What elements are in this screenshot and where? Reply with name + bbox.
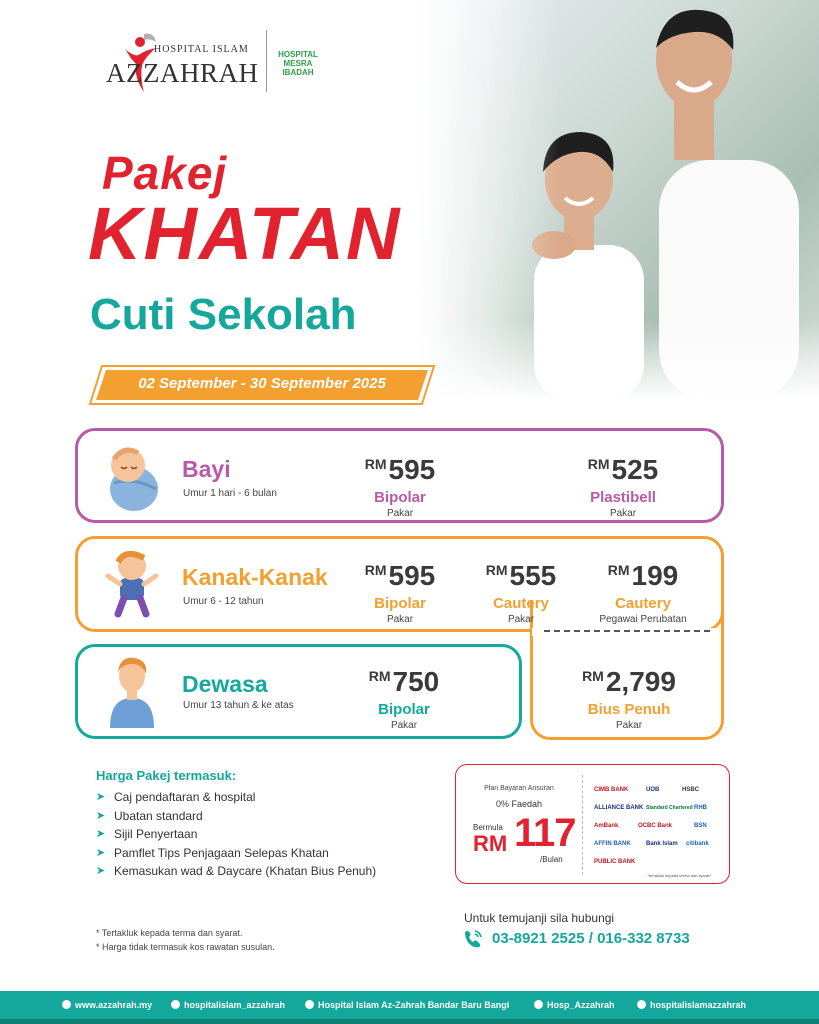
- arrow-icon: ➤: [96, 865, 106, 877]
- price-bius-penuh: [554, 662, 704, 733]
- footer-instagram-link[interactable]: hospitalislam_azzahrah: [171, 991, 285, 1019]
- footnote: * Tertakluk kepada terma dan syarat.: [96, 928, 243, 938]
- installment-per-month: /Bulan: [540, 855, 563, 864]
- category-title-dewasa: Dewasa: [182, 671, 268, 697]
- footer-website-link[interactable]: www.azzahrah.my: [62, 991, 152, 1019]
- baby-icon: [104, 443, 160, 513]
- price-dewasa-bipolar: [339, 662, 469, 733]
- price-provider: Pakar: [390, 720, 418, 731]
- price-method: Bipolar: [378, 701, 430, 718]
- arrow-icon: ➤: [96, 828, 106, 840]
- contact-phone-numbers[interactable]: 03-8921 2525 / 016-332 8733: [492, 930, 690, 947]
- price-amount: 525: [611, 454, 659, 485]
- footer-facebook-link[interactable]: Hospital Islam Az-Zahrah Bandar Baru Bangi: [305, 991, 509, 1019]
- bank-logo-public-bank: PUBLIC BANK: [594, 859, 636, 865]
- globe-icon: [62, 1000, 71, 1009]
- currency-label: RM: [364, 562, 387, 578]
- child-icon: [104, 548, 160, 620]
- x-icon: [534, 1000, 543, 1009]
- currency-label: RM: [368, 668, 391, 684]
- headline-khatan: KHATAN: [88, 192, 402, 275]
- logo-divider: [266, 30, 267, 92]
- footer-bar: [0, 991, 819, 1024]
- footer-tiktok-link[interactable]: hospitalislamazzahrah: [637, 991, 746, 1019]
- bank-logo-ambank: AmBank: [594, 823, 619, 829]
- price-amount: 199: [631, 560, 679, 591]
- list-item: ➤ Caj pendaftaran & hospital: [96, 790, 256, 804]
- bank-logo-alliance: ALLIANCE BANK: [594, 805, 644, 811]
- category-title-kanak-kanak: Kanak-Kanak: [182, 564, 328, 590]
- includes-title: Harga Pakej termasuk:: [96, 768, 237, 783]
- price-amount: 555: [509, 560, 557, 591]
- list-item: ➤ Pamflet Tips Penjagaan Selepas Khatan: [96, 845, 329, 860]
- dashed-divider: [544, 630, 710, 632]
- hospital-logo: [104, 30, 324, 94]
- footnote: * Harga tidak termasuk kos rawatan susulan.: [96, 942, 275, 952]
- price-kanak-bipolar: [335, 556, 465, 627]
- arrow-icon: ➤: [96, 791, 106, 803]
- installment-interest: 0% Faedah: [495, 799, 543, 809]
- currency-label: RM: [587, 456, 610, 472]
- installment-summary: [456, 765, 582, 885]
- list-item: ➤ Ubatan standard: [96, 808, 203, 823]
- contact-label: Untuk temujanji sila hubungi: [464, 911, 615, 925]
- price-method: Cautery: [615, 595, 671, 612]
- price-provider: Pakar: [386, 508, 414, 519]
- tiktok-icon: [637, 1000, 646, 1009]
- price-provider: Pakar: [615, 720, 643, 731]
- price-method: Bipolar: [374, 595, 426, 612]
- bank-logo-rhb: RHB: [694, 805, 707, 811]
- installment-plan-box: [455, 764, 730, 884]
- adult-icon: [106, 654, 158, 728]
- hero-photo: [419, 0, 819, 400]
- price-kanak-cautery-pegawai: [578, 556, 708, 627]
- currency-label: RM: [364, 456, 387, 472]
- price-bayi-bipolar: [335, 450, 465, 521]
- list-item: ➤ Sijil Penyertaan: [96, 827, 198, 841]
- bank-logo-standard-chartered: Standard Chartered: [646, 805, 693, 811]
- price-provider: Pakar: [609, 508, 637, 519]
- category-title-bayi: Bayi: [182, 456, 231, 482]
- mesra-ibadah-badge: HOSPITAL MESRA IBADAH: [278, 50, 318, 77]
- promo-period-banner: [88, 364, 436, 406]
- includes-list: [96, 788, 376, 881]
- arrow-icon: ➤: [96, 809, 106, 822]
- price-method: Bipolar: [374, 489, 426, 506]
- price-amount: 595: [388, 454, 436, 485]
- price-method: Plastibell: [590, 489, 656, 506]
- promo-period-text: 02 September - 30 September 2025: [138, 375, 386, 392]
- installment-divider: [582, 775, 583, 875]
- bank-logo-bsn: BSN: [694, 823, 707, 829]
- bank-logo-citibank: citibank: [686, 841, 709, 847]
- currency-label: RM: [485, 562, 508, 578]
- category-subtitle-dewasa: Umur 13 tahun & ke atas: [183, 700, 294, 711]
- logo-small-text: HOSPITAL ISLAM: [154, 44, 249, 55]
- phone-icon: [462, 928, 484, 950]
- price-bayi-plastibell: [558, 450, 688, 521]
- price-provider: Pakar: [507, 614, 535, 625]
- list-item: ➤ Kemasukan wad & Daycare (Khatan Bius Penuh): [96, 864, 377, 878]
- installment-from-label: Bermula: [473, 823, 503, 832]
- footer-x-link[interactable]: Hosp_Azzahrah: [534, 991, 615, 1019]
- logo-name: AZZAHRAH: [106, 58, 259, 88]
- category-subtitle-bayi: Umur 1 hari - 6 bulan: [183, 488, 277, 499]
- category-subtitle-kanak-kanak: Umur 6 - 12 tahun: [183, 596, 264, 607]
- instagram-icon: [171, 1000, 180, 1009]
- price-provider: Pegawai Perubatan: [599, 614, 687, 625]
- footer-accent-strip: [0, 1019, 819, 1024]
- bank-logo-hsbc: HSBC: [682, 787, 700, 793]
- headline-pakej: Pakej: [102, 147, 228, 199]
- installment-amount: 117: [514, 811, 576, 855]
- price-kanak-cautery-pakar: [456, 556, 586, 627]
- price-amount: 595: [388, 560, 436, 591]
- price-amount: 2,799: [605, 666, 676, 697]
- price-amount: 750: [392, 666, 440, 697]
- facebook-icon: [305, 1000, 314, 1009]
- price-method: Cautery: [493, 595, 549, 612]
- installment-currency: RM: [473, 831, 508, 856]
- currency-label: RM: [607, 562, 630, 578]
- bank-logo-cimb: CIMB BANK: [594, 787, 629, 793]
- bank-logo-ocbc: OCBC Bank: [638, 823, 673, 829]
- price-method: Bius Penuh: [587, 701, 671, 718]
- bank-logo-bank-islam: Bank Islam: [646, 841, 678, 847]
- bank-logo-uob: UOB: [646, 787, 660, 793]
- arrow-icon: ➤: [96, 846, 106, 859]
- installment-fine-print: *tertakluk kepada terma dan syarat*: [647, 873, 711, 878]
- bank-logo-affin: AFFIN BANK: [594, 841, 631, 847]
- currency-label: RM: [582, 668, 604, 684]
- headline-cuti-sekolah: Cuti Sekolah: [90, 290, 357, 339]
- installment-plan-label: Plan Bayaran Ansuran: [484, 785, 554, 792]
- price-provider: Pakar: [386, 614, 414, 625]
